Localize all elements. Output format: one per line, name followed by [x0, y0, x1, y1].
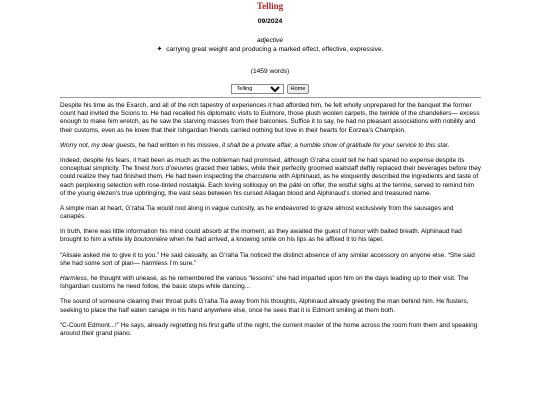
- paragraph-6: “Alisaie asked me to give it to you.” He said casually, as G’raha Tia noticed the distinct absence of any similar accessory on anyone else. “She said she had some sort of plan— harmless I’m sure.”: [60, 251, 475, 267]
- divider: [60, 97, 481, 98]
- paragraph-5: [60, 228, 481, 244]
- paragraph-2-emphasis-1: Worry not, my dear guests: [60, 141, 135, 149]
- story-navigation: [0, 84, 540, 94]
- paragraph-7: [60, 275, 481, 291]
- paragraph-3-text-b: graced their tables, while their perfectly groomed waitstaff deftly replaced their beverages before they could realize they had finished them. He had been inspecting the charcuterie with Alphinaud, as he eloquently described the ingredients and taste of each perplexing selection with rose-tinted nostalgia. Each loving soliloquy on the: [60, 165, 481, 189]
- paragraph-7-emphasis: Harmless: [60, 275, 87, 282]
- story-select[interactable]: [231, 84, 284, 94]
- paragraph-8-emphasis: anywhere: [203, 306, 232, 314]
- paragraph-2-text: , he had written in his missive,: [134, 141, 222, 149]
- paragraph-8-text-a: The sound of someone clearing their throat pulls G’raha Tia away from his thoughts, Alphinaud already greeting the man behind him. He flusters, seeking to place the half eaten canape in his hand: [60, 298, 469, 314]
- date: 09/2024: [257, 18, 283, 25]
- paragraph-7-text: , he thought with unease, as he remembered the various “lessons” she had imparted upon him on the days leading up to their visit. The Ishgardian customs he need follow, the basic steps while dancing...: [60, 275, 469, 291]
- home-button[interactable]: Home: [287, 84, 310, 94]
- paragraph-2-emphasis-2: it shall be a private affair, a humble show of gratitude for your service to this star.: [221, 141, 450, 149]
- paragraph-5-text-a: In truth, there was little information his mind could absorb at the moment, as they awaited the guest of honor with baited breath. Alphinaud had brought to him a white lily: [60, 228, 462, 244]
- definition-text: carrying great weight and producing a marked effect, effective, expressive.: [166, 46, 384, 53]
- paragraph-2: [60, 142, 481, 150]
- star-bullet-icon: ✦: [156, 46, 163, 53]
- definition: [0, 46, 540, 55]
- paragraph-3: [60, 157, 481, 198]
- paragraph-1: Despite his time as the Exarch, and all of the rich tapestry of experiences it had afforded him, he felt wholly unprepared for the banquet the former count had invited the Scions to. He had recalled his diplomatic visits to Eulmore, those plush woolen carpets, the twinkle of the chandeliers— excess enough to make him wretch, as he saw the starving masses from their balconies. Suffice it to say, he had no pleasant associations with nobility and their customs, even as he knew that their Ishgardian friends carried nothing but love in their hearts for Eorzea’s Champion.: [60, 102, 480, 134]
- paragraph-3-emphasis-2: pâté: [289, 181, 302, 189]
- paragraph-4: A simple man at heart, G’raha Tia would nod along in vague curiosity, as he endeavored to graze almost exclusively from the sausages and canapés.: [60, 204, 454, 221]
- paragraph-8: [60, 298, 481, 314]
- paragraph-8-text-b: else, once he sees that it is Edmont smiling at them both.: [231, 306, 396, 314]
- word-count: (1459 words): [250, 68, 290, 75]
- paragraph-9: “C-Count Edmont...!” He says, already regretting his first gaffe of the night, the current master of the home across the room from them and speaking around their grand piano.: [60, 321, 478, 337]
- part-of-speech: adjective: [256, 37, 284, 44]
- paragraph-3-text-a: Indeed, despite his fears, it had been as much as the nobleman had promised, although G’raha could tell he had spared no expense despite its conceptual simplicity. The finest: [60, 156, 465, 173]
- paragraph-5-emphasis: boutonnière: [133, 236, 168, 244]
- story-body: [60, 102, 481, 345]
- paragraph-3-emphasis-1: hors d’oeuvres: [151, 165, 194, 173]
- page-title: Telling: [256, 1, 284, 11]
- paragraph-3-text-c: on offer, the wistful sighs at the terrine, served to remind him of the young elezen’s true upbringing, the vast seas between his cursed Allagan blood and Alphinaud’s storied and treasured name.: [60, 181, 475, 197]
- paragraph-5-text-b: when he had arrived, a knowing smile on his lips as he affixed it to his lapel.: [167, 236, 384, 244]
